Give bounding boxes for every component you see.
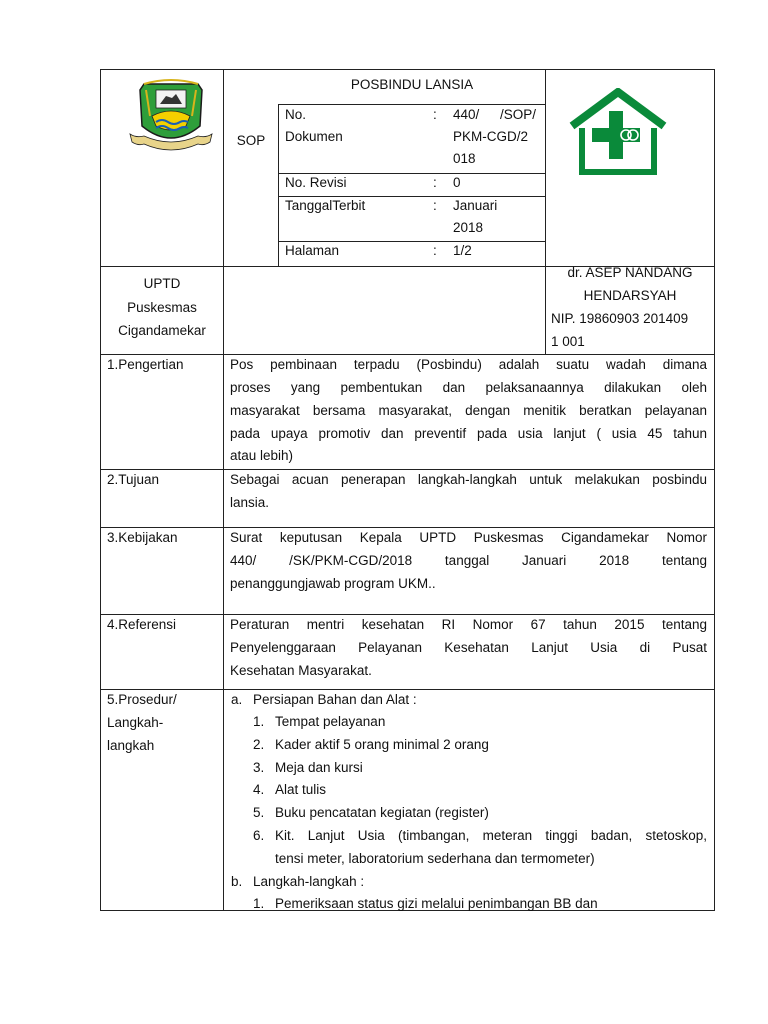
section-label-referensi: 4.Referensi bbox=[107, 617, 177, 632]
document-title: POSBINDU LANSIA bbox=[350, 77, 474, 92]
regency-emblem-icon bbox=[126, 76, 216, 156]
puskesmas-logo-icon bbox=[568, 88, 668, 178]
section-label-kebijakan: 3.Kebijakan bbox=[107, 530, 178, 545]
section-label-pengertian: 1.Pengertian bbox=[107, 357, 184, 372]
sop-label: SOP bbox=[236, 133, 266, 148]
section-label-tujuan: 2.Tujuan bbox=[107, 472, 160, 487]
